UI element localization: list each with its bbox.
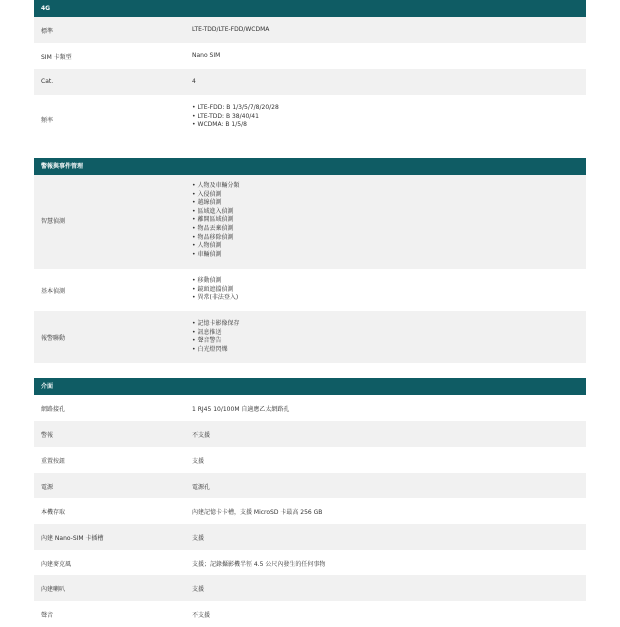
spec-value: 1 RJ45 10/100M 自適應乙太網路孔: [192, 406, 290, 413]
spec-value-list: [192, 320, 240, 354]
spec-row-smart-detection: [34, 175, 586, 269]
spec-value: 不支援: [192, 612, 211, 619]
spec-value: 支援: [192, 535, 205, 542]
section-header-4g: 4G: [34, 0, 586, 17]
list-item: • 記憶卡影像保存: [192, 320, 240, 329]
spec-value: LTE-TDD/LTE-FDD/WCDMA: [192, 26, 270, 33]
spec-label: 重置按鈕: [41, 458, 66, 465]
spec-value: 電源孔: [192, 484, 211, 491]
spec-table: [34, 0, 586, 627]
spec-label: Cat.: [41, 78, 54, 85]
section-spacer: [34, 143, 586, 158]
spec-label: SIM 卡類型: [41, 54, 72, 61]
spec-row-alarm-linkage: [34, 311, 586, 363]
list-item: • 物品丟棄偵測: [192, 225, 240, 234]
list-item: • 越線偵測: [192, 199, 240, 208]
spec-row-frequency: [34, 95, 586, 143]
list-item: • 人物偵測: [192, 242, 240, 251]
spec-label: 基本偵測: [41, 288, 66, 295]
spec-value: 支援: [192, 458, 205, 465]
spec-row-speaker: [34, 575, 586, 601]
spec-label: 內建麥克風: [41, 561, 72, 568]
spec-value-list: [192, 104, 279, 130]
list-item: • 移動偵測: [192, 277, 238, 286]
spec-row-audio: [34, 601, 586, 627]
spec-value: Nano SIM: [192, 52, 221, 59]
section-header-alarm: 警報與事件管理: [34, 158, 586, 175]
list-item: • LTE-FDD: B 1/3/5/7/8/20/28: [192, 104, 279, 113]
list-item: • 入侵偵測: [192, 191, 240, 200]
list-item: • 白光燈閃爍: [192, 346, 240, 355]
section-spacer: [34, 363, 586, 378]
spec-row-microphone: [34, 550, 586, 575]
list-item: • 人物及車輛分類: [192, 182, 240, 191]
spec-value-list: [192, 182, 240, 259]
list-item: • 聲音警告: [192, 337, 240, 346]
spec-row-power: [34, 473, 586, 498]
spec-label: 內建 Nano-SIM 卡插槽: [41, 535, 104, 542]
list-item: • 離開區域偵測: [192, 216, 240, 225]
spec-label: 內建喇叭: [41, 586, 66, 593]
spec-row-basic-detection: [34, 269, 586, 311]
spec-value: 不支援: [192, 432, 211, 439]
spec-label: 本機存取: [41, 509, 66, 516]
list-item: • 訊息推送: [192, 329, 240, 338]
spec-row-reset-button: [34, 447, 586, 473]
spec-value: 內建記憶卡卡槽，支援 MicroSD 卡最高 256 GB: [192, 509, 323, 516]
spec-row-alarm: [34, 421, 586, 447]
spec-row-network-port: [34, 395, 586, 421]
list-item: • 鏡頭遮擋偵測: [192, 286, 238, 295]
spec-label: 智慧偵測: [41, 218, 66, 225]
list-item: • LTE-TDD: B 38/40/41: [192, 113, 279, 122]
spec-label: 聲音: [41, 612, 54, 619]
spec-value: 4: [192, 78, 196, 85]
spec-label: 電源: [41, 484, 54, 491]
spec-value: 支援；記錄攝影機半徑 4.5 公尺內發生的任何事物: [192, 561, 326, 568]
spec-row-local-storage: [34, 498, 586, 524]
spec-value-list: [192, 277, 238, 303]
spec-row-nano-sim-slot: [34, 524, 586, 550]
spec-label: 網路接孔: [41, 406, 66, 413]
section-header-interface: 介面: [34, 378, 586, 395]
spec-value: 支援: [192, 586, 205, 593]
list-item: • 物品移除偵測: [192, 234, 240, 243]
spec-label: 標準: [41, 28, 54, 35]
list-item: • 車輛偵測: [192, 251, 240, 260]
spec-label: 頻率: [41, 117, 54, 124]
spec-label: 警報: [41, 432, 54, 439]
list-item: • WCDMA: B 1/5/8: [192, 121, 279, 130]
list-item: • 異常(非法登入): [192, 294, 238, 303]
spec-row-standard: [34, 17, 586, 43]
list-item: • 區域進入偵測: [192, 208, 240, 217]
spec-row-cat: [34, 69, 586, 95]
spec-label: 報警聯動: [41, 335, 66, 342]
spec-row-sim-type: [34, 43, 586, 69]
